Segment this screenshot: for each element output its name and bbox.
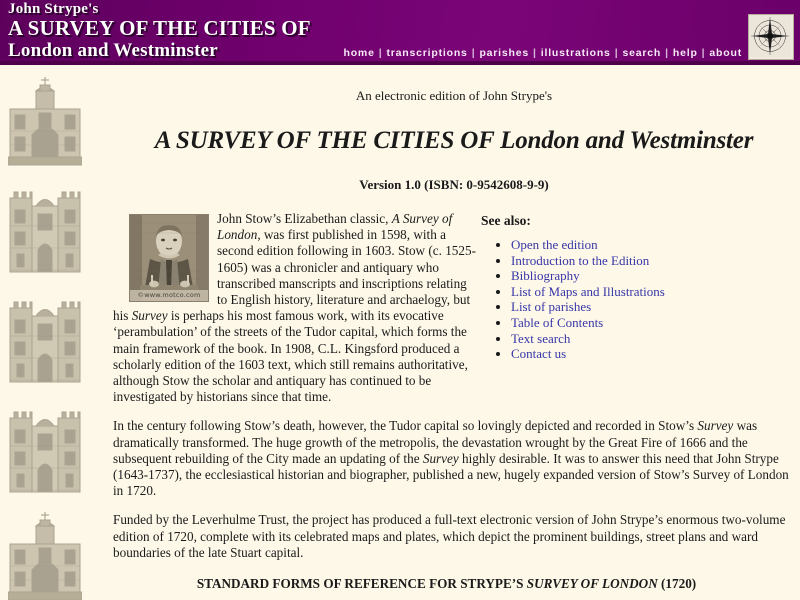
banner-title-line3: London and Westminster [8, 40, 218, 61]
main-content [108, 65, 800, 600]
see-also-link-list-of-maps-and-illustrations[interactable]: List of Maps and Illustrations [511, 283, 665, 299]
see-also-item [511, 237, 741, 253]
banner-title-line1: John Strype's [8, 1, 99, 17]
site-banner [0, 0, 800, 65]
john-stow-portrait [129, 214, 209, 302]
nav-item-transcriptions[interactable]: transcriptions [386, 47, 468, 59]
page-title: A SURVEY OF THE CITIES OF London and Westminster [154, 127, 754, 154]
see-also-link-contact-us[interactable]: Contact us [511, 346, 567, 362]
p2-seg-a: In the century following Stow’s death, however, the Tudor capital so lovingly depicted and recorded in Stow’s [113, 418, 698, 434]
see-also-list [481, 237, 741, 362]
see-also-link-introduction-to-the-edition[interactable]: Introduction to the Edition [511, 252, 650, 268]
version-line: Version 1.0 (ISBN: 0-9542608-9-9) [359, 177, 549, 192]
page-kicker: An electronic edition of John Strype's [355, 88, 553, 103]
banner-title-line2: A SURVEY OF THE CITIES OF [8, 16, 311, 40]
gate-engraving-icon [8, 510, 82, 600]
nav-item-parishes[interactable]: parishes [479, 47, 530, 59]
footer-seg-a: STANDARD FORMS OF REFERENCE FOR STRYPE’S [196, 576, 527, 592]
p2-em-1: Survey [697, 418, 734, 434]
p2-seg-c: highly desirable. It was to answer this need that John Strype (1643-1737), the ecclesiastical historian and biographer, published a new, hugely expanded version of Stow’s Survey of London in 1720. [113, 450, 789, 499]
nav-separator: | [701, 47, 706, 59]
p1-em-2: Survey [131, 308, 168, 324]
nav-item-home[interactable]: home [343, 47, 375, 59]
banner-title [8, 2, 311, 60]
sidebar-ornament-strip [0, 65, 108, 600]
nav-item-illustrations[interactable]: illustrations [540, 47, 611, 59]
footer-em: SURVEY OF LONDON [526, 576, 658, 592]
see-also-item [511, 253, 741, 269]
see-also-heading: See also: [481, 213, 531, 228]
p1-seg-b: , was first published in 1598, with a second edition following in 1603. Stow (c. 1525-1605) was a chronicler and antiquary who transcribed manscripts and inscriptions relating to English history, literature and archaelogy, but his [113, 227, 476, 324]
see-also-link-list-of-parishes[interactable]: List of parishes [511, 299, 592, 315]
see-also-link-text-search[interactable]: Text search [511, 330, 571, 346]
footer-seg-b: (1720) [657, 576, 697, 592]
nav-item-help[interactable]: help [672, 47, 698, 59]
p2-seg-b: was dramatically transformed. The huge growth of the metropolis, the devastation wrought by the Great Fire of 1666 and the subsequent rebuilding of the City made an updating of the [113, 418, 758, 466]
see-also-item [511, 331, 741, 347]
paragraph-2 [113, 418, 790, 499]
see-also-panel [481, 213, 741, 362]
see-also-link-bibliography[interactable]: Bibliography [511, 268, 580, 284]
see-also-link-open-the-edition[interactable]: Open the edition [511, 237, 598, 252]
p1-seg-a: John Stow’s Elizabethan classic, [217, 211, 392, 226]
see-also-item [511, 346, 741, 362]
gate-engraving-icon [8, 400, 82, 496]
nav-separator: | [533, 47, 537, 59]
see-also-item [511, 299, 741, 315]
portrait-watermark: ©www.motco.com [130, 290, 208, 301]
see-also-item [511, 315, 741, 331]
gate-engraving-icon [8, 180, 82, 276]
p1-seg-c: is perhaps his most famous work, with its evocative ‘perambulation’ of the streets of the Tudor capital, which forms the main framework of the book. In 1908, C.L. Kingsford produced a scholarly edition of the 1603 text, which still remains authoritative, although Stow the scholar and antiquary has continued to be investigated by historians since that time. [113, 308, 468, 405]
nav-separator: | [665, 47, 669, 59]
main-navigation[interactable] [344, 47, 743, 59]
gate-engraving-icon [8, 75, 82, 171]
paragraph-3: Funded by the Leverhulme Trust, the project has produced a full-text electronic version of John Strype’s enormous two-volume edition of 1720, complete with its celebrated maps and plates, which depict the prominent buildings, street plans and ward boundaries of the late Stuart capital. [113, 512, 786, 560]
p1-em-1: A Survey of London [217, 211, 453, 243]
standard-forms-heading [113, 576, 790, 592]
see-also-link-table-of-contents[interactable]: Table of Contents [511, 314, 604, 330]
compass-rose-icon [748, 14, 794, 60]
gate-engraving-icon [8, 290, 82, 386]
nav-separator: | [471, 47, 476, 59]
nav-separator: | [378, 47, 383, 59]
p2-em-2: Survey [422, 450, 459, 466]
see-also-item [511, 284, 741, 300]
nav-item-about[interactable]: about [709, 47, 742, 59]
nav-item-search[interactable]: search [622, 47, 662, 59]
nav-separator: | [614, 47, 619, 59]
see-also-item [511, 268, 741, 284]
body-area [108, 211, 800, 592]
intro-row [113, 211, 790, 418]
